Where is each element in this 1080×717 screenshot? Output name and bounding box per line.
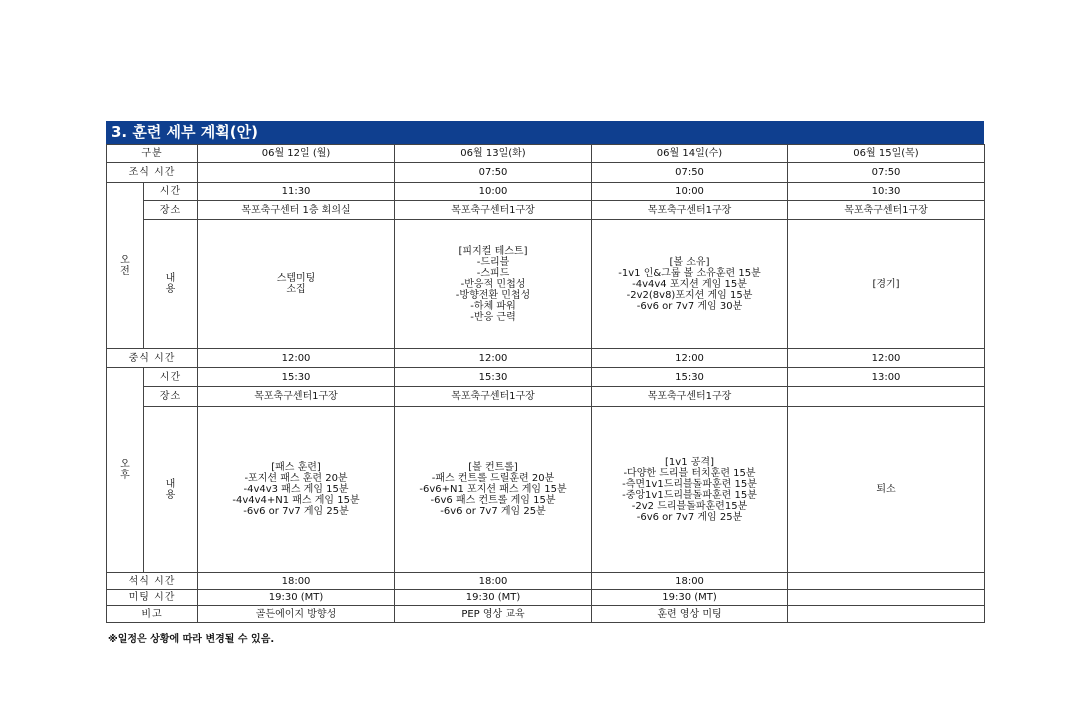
header-row xyxy=(107,145,985,163)
lunch-row xyxy=(107,349,985,368)
morning-label xyxy=(107,183,144,349)
morning-content-row xyxy=(107,220,985,349)
section-title: 3. 훈련 세부 계획(안) xyxy=(106,121,984,144)
day-header: 06월 14일(수) xyxy=(592,145,788,163)
morning-content: [볼 소유] -1v1 인&그룹 볼 소유훈련 15분 -4v4v4 포지션 게임 15분 -2v2(8v8)포지션 게임 15분 -6v6 or 7v7 게임 30분 xyxy=(592,220,788,349)
remarks-value: 훈련 영상 미팅 xyxy=(592,606,788,623)
afternoon-content: [1v1 공격] -다양한 드리블 터치훈련 15분 -측면1v1드리블돌파훈련 15분 -중앙1v1드리블돌파훈련 15분 -2v2 드리블돌파훈련15분 -6v6 or 7v7 게임 25분 xyxy=(592,407,788,573)
breakfast-row xyxy=(107,163,985,183)
afternoon-place: 목포축구센터1구장 xyxy=(395,387,592,407)
meeting-time: 19:30 (MT) xyxy=(395,590,592,606)
afternoon-time: 15:30 xyxy=(198,368,395,387)
morning-content-label-top: 내 xyxy=(165,273,176,284)
meeting-label: 미팅 시간 xyxy=(107,590,198,606)
remarks-value: PEP 영상 교육 xyxy=(395,606,592,623)
lunch-time: 12:00 xyxy=(788,349,985,368)
morning-time: 10:00 xyxy=(592,183,788,201)
afternoon-label-bottom: 후 xyxy=(120,470,130,481)
breakfast-time: 07:50 xyxy=(395,163,592,183)
footnote: ※일정은 상황에 따라 변경될 수 있음. xyxy=(108,634,275,645)
morning-content: 스텝미팅 소집 xyxy=(198,220,395,349)
schedule-table xyxy=(106,144,985,623)
afternoon-content: [패스 훈련] -포지션 패스 훈련 20분 -4v4v3 패스 게임 15분 -4v4v4+N1 패스 게임 15분 -6v6 or 7v7 게임 25분 xyxy=(198,407,395,573)
dinner-time: 18:00 xyxy=(198,573,395,590)
lunch-time: 12:00 xyxy=(395,349,592,368)
afternoon-time: 15:30 xyxy=(592,368,788,387)
afternoon-content: 퇴소 xyxy=(788,407,985,573)
morning-time-label: 시간 xyxy=(144,183,198,201)
morning-content-label-bottom: 용 xyxy=(165,284,176,295)
morning-label-top: 오 xyxy=(120,254,130,266)
day-header: 06월 13일(화) xyxy=(395,145,592,163)
dinner-time xyxy=(788,573,985,590)
afternoon-place xyxy=(788,387,985,407)
dinner-row xyxy=(107,573,985,590)
breakfast-label: 조식 시간 xyxy=(107,163,198,183)
breakfast-time xyxy=(198,163,395,183)
morning-place-label: 장소 xyxy=(144,201,198,220)
remarks-value: 골든에이지 방향성 xyxy=(198,606,395,623)
morning-place: 목포축구센터1구장 xyxy=(395,201,592,220)
afternoon-label-top: 오 xyxy=(120,459,130,470)
breakfast-time: 07:50 xyxy=(592,163,788,183)
afternoon-place: 목포축구센터1구장 xyxy=(198,387,395,407)
afternoon-place: 목포축구센터1구장 xyxy=(592,387,788,407)
morning-place-row xyxy=(107,201,985,220)
afternoon-time: 15:30 xyxy=(395,368,592,387)
afternoon-place-row xyxy=(107,387,985,407)
morning-time-row xyxy=(107,183,985,201)
afternoon-content-label xyxy=(144,407,198,573)
day-header: 06월 15일(목) xyxy=(788,145,985,163)
category-label: 구분 xyxy=(107,145,198,163)
remarks-row xyxy=(107,606,985,623)
day-header: 06월 12일 (월) xyxy=(198,145,395,163)
afternoon-content-row xyxy=(107,407,985,573)
dinner-time: 18:00 xyxy=(395,573,592,590)
afternoon-label xyxy=(107,368,144,573)
morning-time: 10:30 xyxy=(788,183,985,201)
meeting-time xyxy=(788,590,985,606)
remarks-value xyxy=(788,606,985,623)
meeting-time: 19:30 (MT) xyxy=(592,590,788,606)
afternoon-time-row xyxy=(107,368,985,387)
morning-content: [피지컬 테스트] -드리블 -스피드 -반응적 민첩성 -방향전환 민첩성 -하체 파워 -반응 근력 xyxy=(395,220,592,349)
dinner-label: 석식 시간 xyxy=(107,573,198,590)
afternoon-place-label: 장소 xyxy=(144,387,198,407)
remarks-label: 비고 xyxy=(107,606,198,623)
dinner-time: 18:00 xyxy=(592,573,788,590)
lunch-time: 12:00 xyxy=(592,349,788,368)
morning-place: 목포축구센터 1층 회의실 xyxy=(198,201,395,220)
lunch-time: 12:00 xyxy=(198,349,395,368)
breakfast-time: 07:50 xyxy=(788,163,985,183)
afternoon-time: 13:00 xyxy=(788,368,985,387)
meeting-row xyxy=(107,590,985,606)
morning-time: 11:30 xyxy=(198,183,395,201)
morning-label-bottom: 전 xyxy=(120,265,130,277)
afternoon-content: [볼 컨트롤] -패스 컨트롤 드릴훈련 20분 -6v6+N1 포지션 패스 게임 15분 -6v6 패스 컨트롤 게임 15분 -6v6 or 7v7 게임 25분 xyxy=(395,407,592,573)
morning-content-label xyxy=(144,220,198,349)
afternoon-content-label-bottom: 용 xyxy=(165,489,176,501)
meeting-time: 19:30 (MT) xyxy=(198,590,395,606)
morning-content: [경기] xyxy=(788,220,985,349)
morning-place: 목포축구센터1구장 xyxy=(788,201,985,220)
morning-place: 목포축구센터1구장 xyxy=(592,201,788,220)
morning-time: 10:00 xyxy=(395,183,592,201)
afternoon-content-label-top: 내 xyxy=(165,478,176,490)
lunch-label: 중식 시간 xyxy=(107,349,198,368)
afternoon-time-label: 시간 xyxy=(144,368,198,387)
